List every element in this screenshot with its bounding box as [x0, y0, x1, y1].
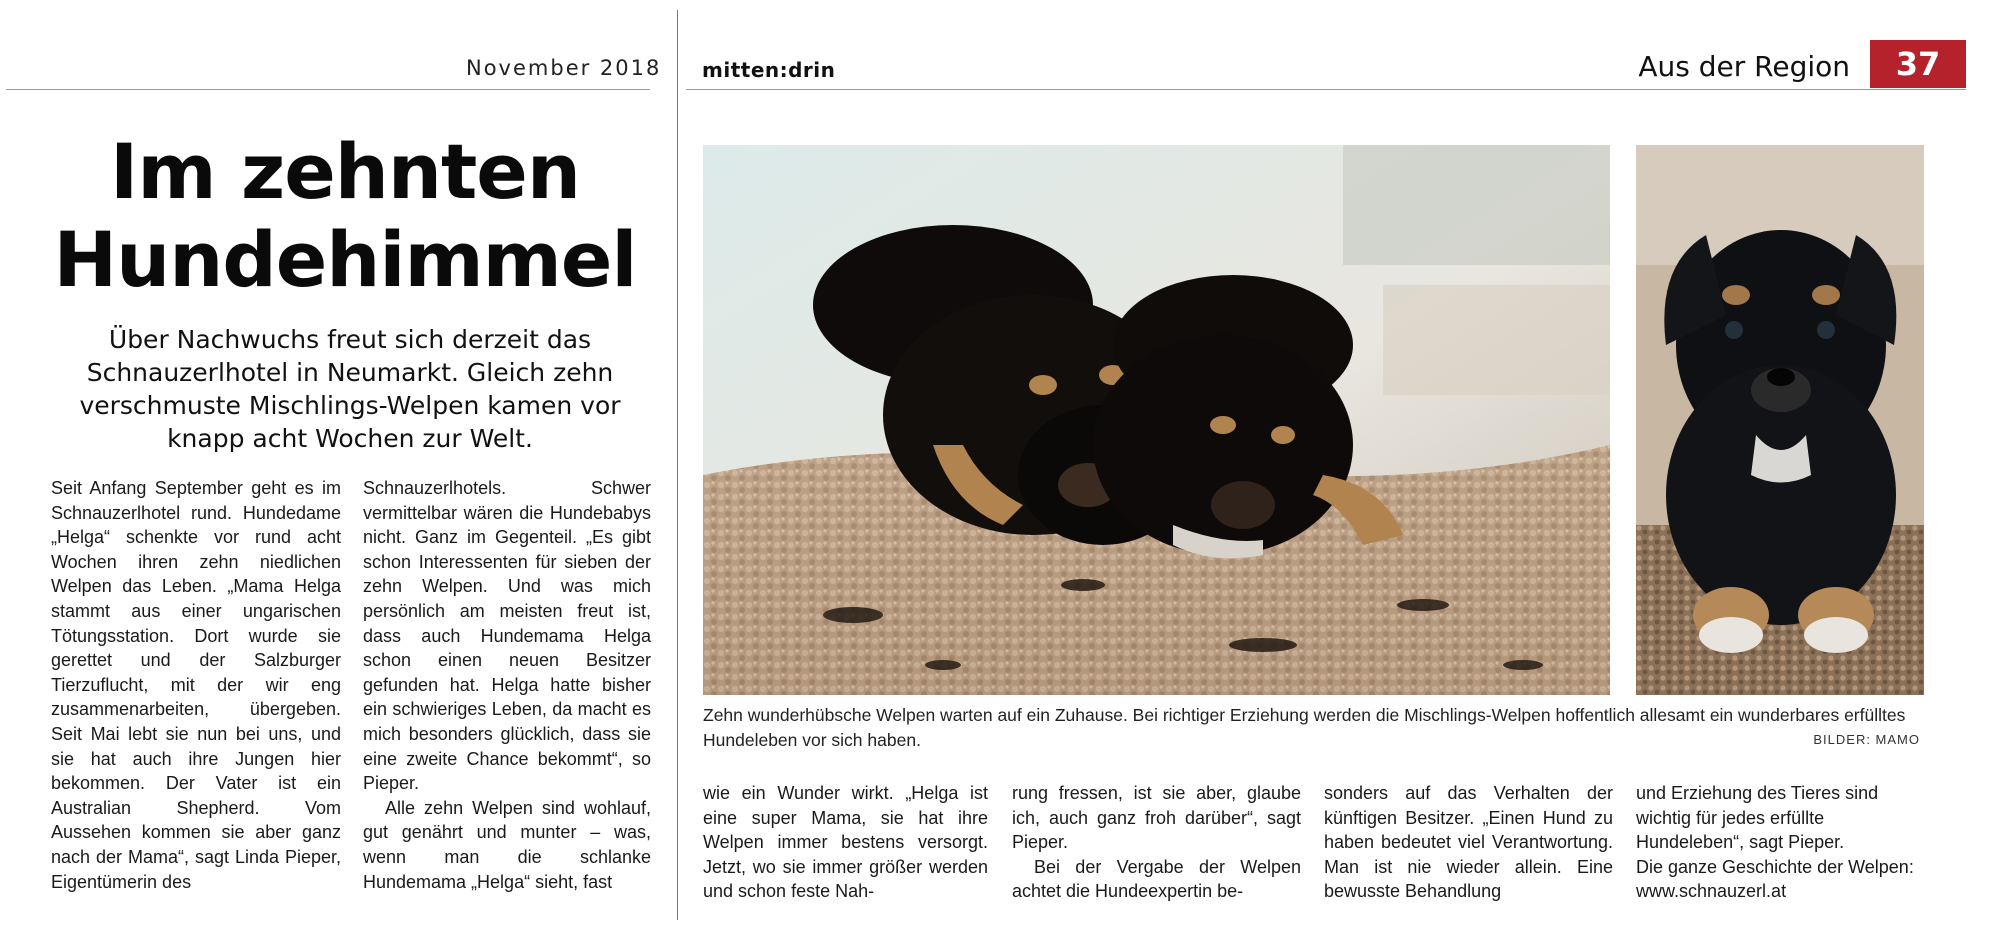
body-paragraph: rung fressen, ist sie aber, glaube ich, auch ganz froh darüber“, sagt Pieper. — [1012, 783, 1301, 853]
page-gutter — [677, 10, 678, 920]
header-rule-right — [686, 89, 1966, 90]
photo-credit: BILDER: MAMO — [1813, 732, 1920, 747]
body-column-5 — [1324, 781, 1613, 904]
issue-date: November 2018 — [466, 56, 662, 80]
article-headline — [20, 128, 670, 304]
body-paragraph: sonders auf das Verhalten der künftigen Besitzer. „Einen Hund zu haben bedeutet viel Verantwortung. Man ist nie wieder allein. Eine bewusste Behandlung — [1324, 783, 1613, 902]
body-column-6 — [1636, 781, 1925, 904]
body-paragraph: Seit Anfang September geht es im Schnauzerlhotel rund. Hundedame „Helga“ schenkte vor rund acht Wochen ihren zehn niedlichen Welpen das Leben. „Mama Helga stammt aus einer ungarischen Tötungsstation. Dort wurde sie gerettet und der Salzburger Tierzuflucht, mit der wir eng zusammenarbeiten, übergeben. Seit Mai lebt sie nun bei uns, und sie hat auch ihre Jungen hier bekommen. Der Vater ist ein Australian Shepherd. Vom Aussehen kommen sie aber ganz nach der Mama“, sagt Linda Pieper, Eigentümerin des — [51, 478, 341, 892]
puppies-photo — [703, 145, 1610, 695]
header-rule-left — [6, 89, 650, 90]
body-paragraph: Schnauzerlhotels. Schwer vermittelbar wären die Hundebabys nicht. Ganz im Gegenteil. „Es gibt schon Interessenten für sieben der zehn Welpen. Und was mich persönlich am meisten freut ist, dass auch Hundemama Helga schon einen neuen Besitzer gefunden hat. Helga hatte bisher ein schwieriges Leben, da macht es mich besonders glücklich, dass sie eine zweite Chance bekommt“, so Pieper. — [363, 478, 651, 794]
article-deck: Über Nachwuchs freut sich derzeit das Schnauzerlhotel in Neumarkt. Gleich zehn verschmuste Mischlings-Welpen kamen vor knapp acht Wochen zur Welt. — [79, 325, 621, 453]
body-paragraph: Bei der Vergabe der Welpen achtet die Hundeexpertin be- — [1012, 856, 1301, 902]
headline-line-2: Hundehimmel — [53, 215, 637, 304]
website-reference: Die ganze Geschichte der Welpen: www.schnauzerl.at — [1636, 856, 1914, 902]
puppies-photo-illustration — [703, 145, 1610, 695]
single-puppy-photo — [1636, 145, 1924, 695]
photo-caption: Zehn wunderhübsche Welpen warten auf ein Zuhause. Bei richtiger Erziehung werden die Mischlings-Welpen hoffentlich allesamt ein wunderbares erfülltes Hundeleben vor sich haben. — [703, 705, 1906, 750]
body-paragraph: wie ein Wunder wirkt. „Helga ist eine super Mama, sie hat ihre Welpen immer bestens versorgt. Jetzt, wo sie immer größer werden und schon feste Nah- — [703, 783, 988, 902]
publication-name: mitten:drin — [702, 58, 836, 82]
body-column-4 — [1012, 781, 1301, 904]
body-paragraph: Alle zehn Welpen sind wohlauf, gut genährt und munter – was, wenn man die schlanke Hundemama „Helga“ sieht, fast — [363, 797, 651, 892]
page-number-badge: 37 — [1870, 40, 1966, 88]
section-title: Aus der Region — [1638, 50, 1850, 83]
body-paragraph: und Erziehung des Tieres sind wichtig für jedes erfüllte Hundeleben“, sagt Pieper. — [1636, 783, 1879, 853]
body-column-3 — [703, 781, 988, 904]
single-puppy-illustration — [1636, 145, 1924, 695]
body-column-1 — [51, 476, 341, 894]
body-column-2 — [363, 476, 651, 894]
headline-line-1: Im zehnten — [110, 127, 580, 216]
